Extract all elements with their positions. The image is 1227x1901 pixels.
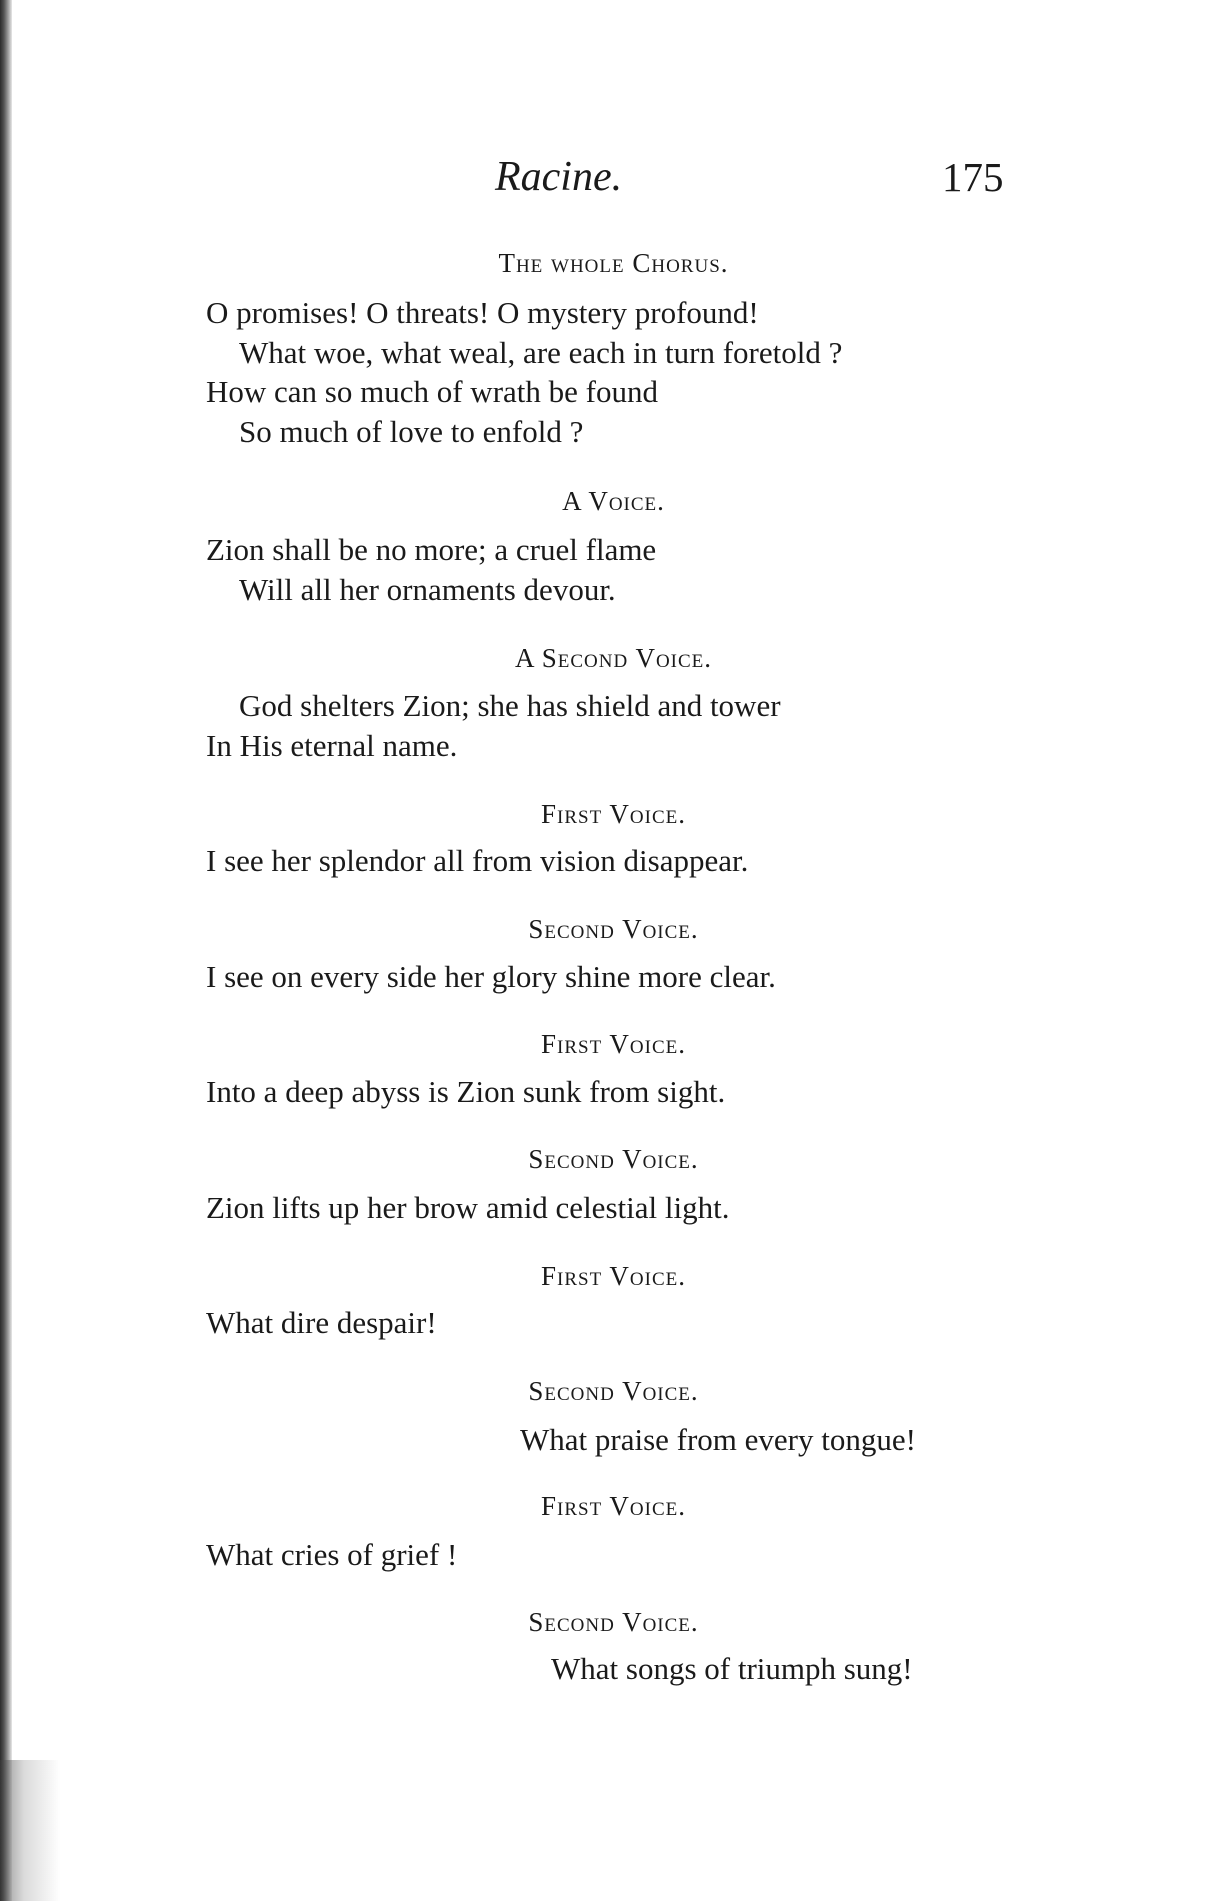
speaker-heading: Second Voice. (528, 914, 699, 944)
verse-line: God shelters Zion; she has shield and tower (239, 688, 781, 723)
speaker-heading: A Voice. (562, 486, 665, 516)
verse-line: O promises! O threats! O mystery profound! (206, 295, 759, 330)
speaker-heading: Second Voice. (528, 1376, 699, 1406)
verse-line: Will all her ornaments devour. (239, 572, 616, 607)
speaker-heading: Second Voice. (528, 1144, 699, 1174)
page-number: 175 (942, 154, 1004, 200)
page-binding-shadow (0, 1760, 60, 1901)
verse-line: What woe, what weal, are each in turn foretold ? (239, 335, 843, 370)
verse-line: How can so much of wrath be found (206, 374, 658, 409)
speaker-heading: First Voice. (540, 1261, 687, 1291)
verse-line: What songs of triumph sung! (551, 1651, 913, 1686)
speaker-heading: First Voice. (540, 1491, 687, 1521)
verse-line: What cries of grief ! (206, 1537, 458, 1572)
verse-line: I see on every side her glory shine more clear. (206, 959, 776, 994)
verse-line: In His eternal name. (206, 728, 458, 763)
speaker-heading: A Second Voice. (514, 643, 713, 673)
verse-line: What dire despair! (206, 1305, 437, 1340)
verse-line: Into a deep abyss is Zion sunk from sight. (206, 1074, 726, 1109)
speaker-heading: First Voice. (540, 799, 687, 829)
verse-line: So much of love to enfold ? (239, 414, 584, 449)
speaker-heading: Second Voice. (528, 1607, 699, 1637)
verse-line: What praise from every tongue! (520, 1422, 916, 1457)
verse-line: Zion lifts up her brow amid celestial light. (206, 1190, 730, 1225)
running-head (0, 152, 1227, 202)
verse-line: I see her splendor all from vision disappear. (206, 843, 749, 878)
speaker-heading: The whole Chorus. (498, 248, 729, 278)
running-title: Racine. (495, 154, 623, 200)
speaker-heading: First Voice. (540, 1029, 687, 1059)
verse-line: Zion shall be no more; a cruel flame (206, 532, 657, 567)
